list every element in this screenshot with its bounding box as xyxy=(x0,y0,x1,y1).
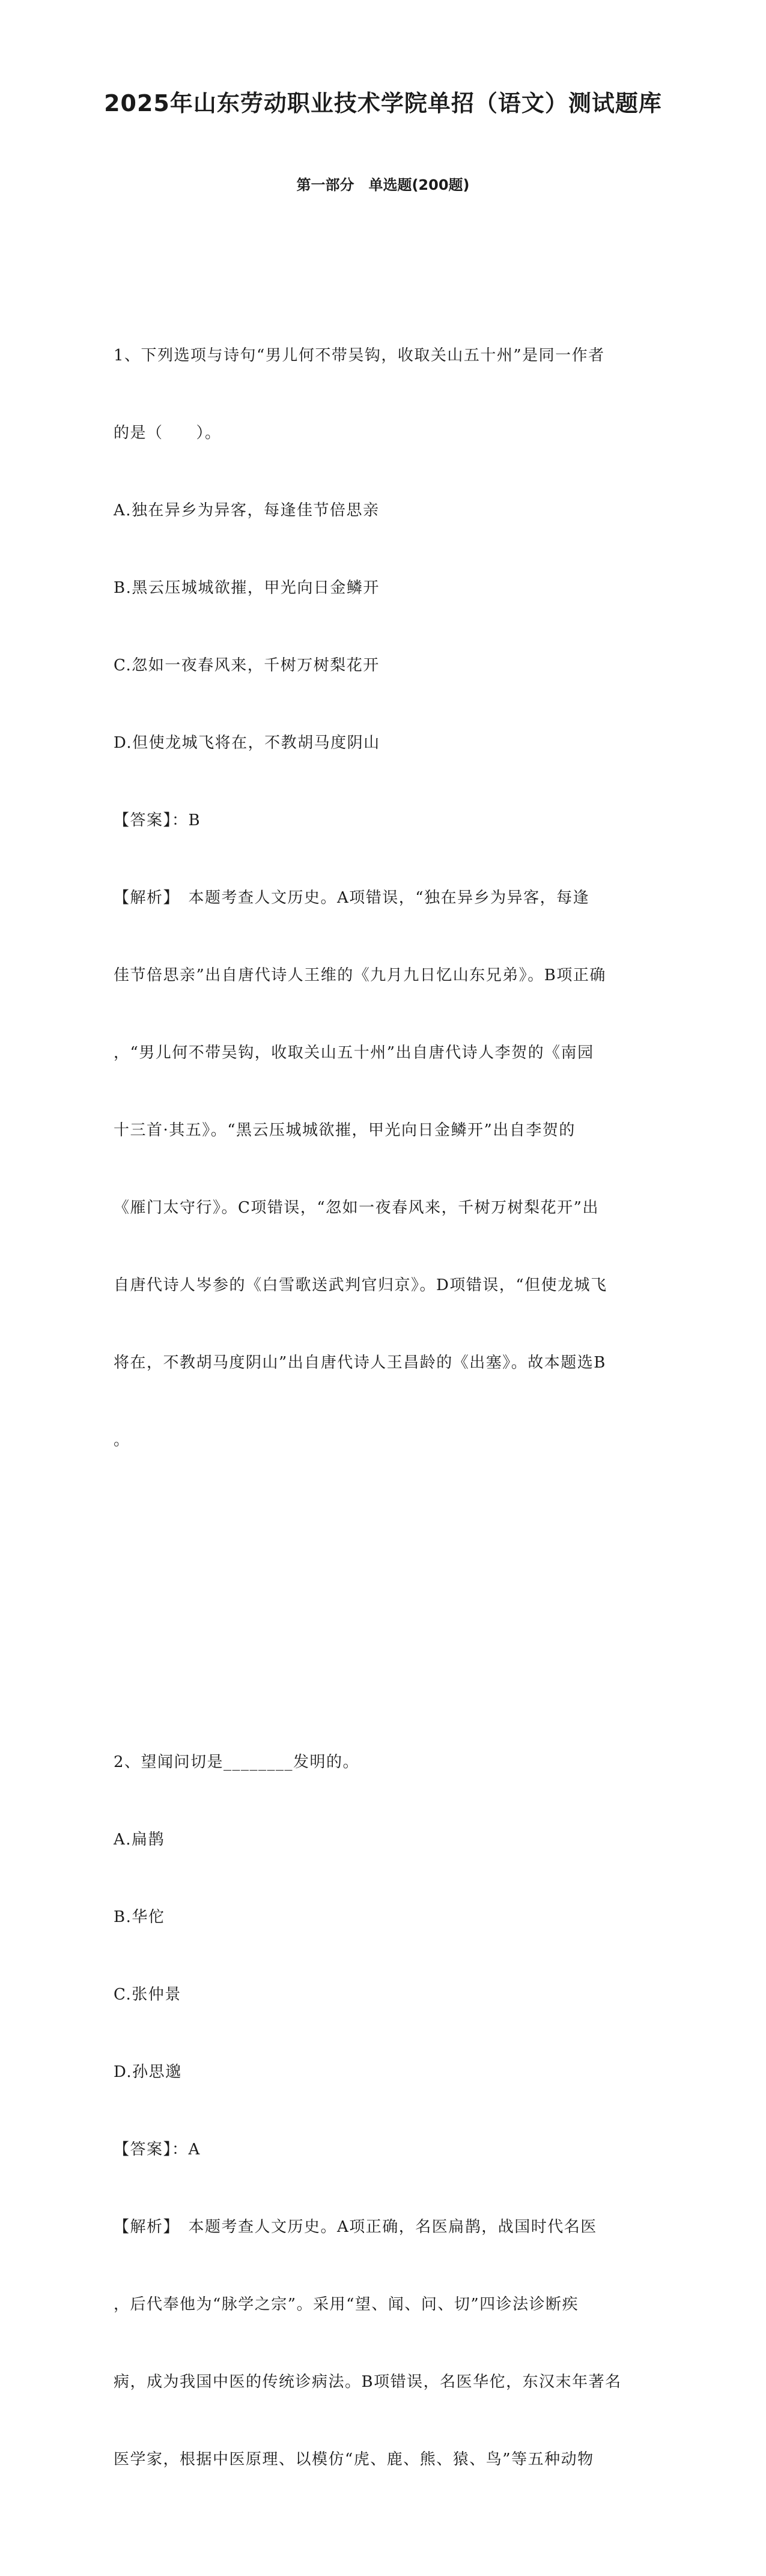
option-a: A.独在异乡为异客，每逢佳节倍思亲 xyxy=(114,502,380,520)
question-separator xyxy=(114,1583,654,1595)
analysis-line: 十三首·其五》。“黑云压城城欲摧，甲光向日金鳞开”出自李贺的 xyxy=(114,1121,576,1139)
analysis-line: 【解析】 本题考查人文历史。A项错误，“独在异乡为异客，每逢 xyxy=(114,889,590,907)
analysis-line: 。 xyxy=(114,1431,130,1449)
answer-line: 【答案】：A xyxy=(114,2141,201,2159)
option-d: D.孙思邈 xyxy=(114,2063,182,2081)
question-1 xyxy=(114,291,654,1505)
analysis-line: 佳节倍思亲”出自唐代诗人王维的《九月九日忆山东兄弟》。B项正确 xyxy=(114,966,606,984)
analysis-line: 自唐代诗人岑参的《白雪歌送武判官归京》。D项错误，“但使龙城飞 xyxy=(114,1276,607,1294)
question-stem-line: 1、下列选项与诗句“男儿何不带吴钩，收取关山五十州”是同一作者 xyxy=(114,347,605,365)
option-a: A.扁鹊 xyxy=(114,1831,165,1849)
analysis-line: 医学家，根据中医原理、以模仿“虎、鹿、熊、猿、鸟”等五种动物 xyxy=(114,2450,594,2468)
analysis-line: ，“男儿何不带吴钩，收取关山五十州”出自唐代诗人李贺的《南园 xyxy=(114,1044,594,1062)
question-2 xyxy=(114,1698,654,2524)
option-c: C.忽如一夜春风来，千树万树梨花开 xyxy=(114,656,380,674)
option-d: D.但使龙城飞将在，不教胡马度阴山 xyxy=(114,734,380,752)
section-heading: 第一部分 单选题(200题) xyxy=(296,177,470,193)
analysis-line: ，后代奉他为“脉学之宗”。采用“望、闻、问、切”四诊法诊断疾 xyxy=(114,2296,579,2314)
question-list xyxy=(114,214,654,2576)
document-title: 2025年山东劳动职业技术学院单招（语文）测试题库 xyxy=(104,90,662,117)
option-b: B.黑云压城城欲摧，甲光向日金鳞开 xyxy=(114,579,380,597)
question-stem-line: 的是（ ）。 xyxy=(114,424,222,442)
analysis-line: 《雁门太守行》。C项错误，“忽如一夜春风来，千树万树梨花开”出 xyxy=(114,1199,599,1217)
question-stem-line: 2、望闻问切是________发明的。 xyxy=(114,1753,360,1771)
analysis-line: 【解析】 本题考查人文历史。A项正确，名医扁鹊，战国时代名医 xyxy=(114,2218,597,2236)
analysis-line: 将在，不教胡马度阴山”出自唐代诗人王昌龄的《出塞》。故本题选B xyxy=(114,1354,606,1372)
option-b: B.华佗 xyxy=(114,1908,165,1926)
answer-line: 【答案】：B xyxy=(114,811,201,829)
option-c: C.张仲景 xyxy=(114,1986,181,2004)
analysis-line: 病，成为我国中医的传统诊病法。B项错误，名医华佗，东汉末年著名 xyxy=(114,2373,622,2391)
